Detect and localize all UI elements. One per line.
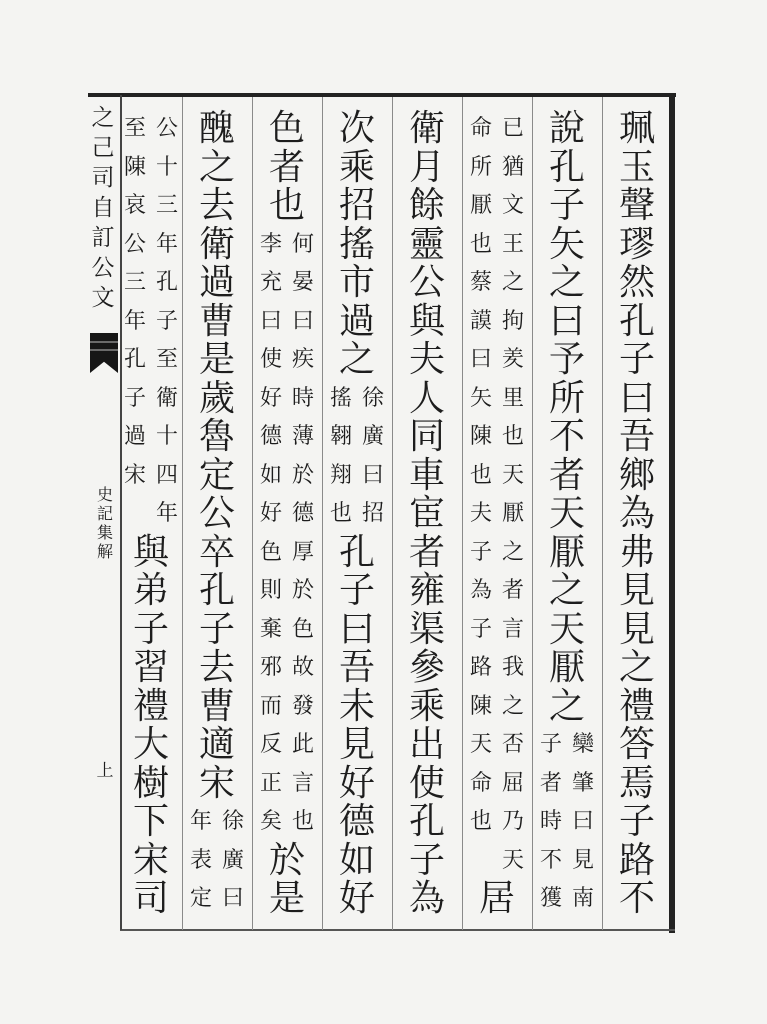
character: 己 <box>91 135 115 161</box>
character: 哀 <box>123 193 146 218</box>
annotation-left-line <box>185 803 217 919</box>
character: 子 <box>539 732 562 757</box>
character: 然 <box>618 262 655 303</box>
character: 反 <box>259 732 282 757</box>
character: 如 <box>338 839 375 881</box>
character: 乘 <box>338 146 375 188</box>
character: 之 <box>501 693 524 719</box>
character: 曰 <box>221 886 244 911</box>
character: 魯 <box>198 416 235 457</box>
character: 說 <box>548 108 585 149</box>
cropped-heading <box>88 103 118 313</box>
main-text <box>327 110 387 380</box>
character: 德 <box>291 501 314 526</box>
character: 德 <box>259 424 282 449</box>
character: 充 <box>259 270 282 295</box>
text-column <box>602 0 672 1024</box>
character: 厭 <box>501 501 524 526</box>
character: 不 <box>618 878 655 919</box>
character: 晏 <box>291 270 314 295</box>
character: 定 <box>198 454 235 496</box>
character: 厭 <box>469 193 492 218</box>
text-column <box>182 0 252 1024</box>
character: 年 <box>123 308 146 334</box>
character: 已 <box>501 116 524 141</box>
character: 與 <box>408 300 445 342</box>
character: 雍 <box>408 570 445 611</box>
character: 衛 <box>198 223 235 265</box>
character: 璆 <box>618 223 655 265</box>
character: 陳 <box>469 693 492 719</box>
character: 天 <box>548 493 585 534</box>
character: 所 <box>469 154 492 180</box>
character: 餘 <box>408 185 445 226</box>
character: 也 <box>469 809 492 834</box>
margin-strip <box>86 97 120 930</box>
character: 也 <box>268 185 305 226</box>
character: 孔 <box>123 347 146 372</box>
character: 於 <box>291 578 314 603</box>
character: 孔 <box>548 146 585 188</box>
character: 孔 <box>155 270 178 295</box>
annotation-left-line <box>325 380 357 534</box>
text-column <box>532 0 602 1024</box>
character: 者 <box>548 454 585 496</box>
character: 也 <box>501 424 524 449</box>
character: 搖 <box>338 223 375 265</box>
character: 過 <box>123 424 146 449</box>
main-text <box>397 110 457 919</box>
character: 文 <box>91 285 115 311</box>
character: 夫 <box>469 501 492 526</box>
character: 則 <box>259 578 282 603</box>
fishtail-stripe <box>90 349 118 351</box>
character: 予 <box>548 339 585 380</box>
character: 好 <box>338 878 375 919</box>
character: 子 <box>469 616 492 642</box>
character: 曰 <box>361 462 384 488</box>
text-column <box>252 0 322 1024</box>
annotation-right-line <box>151 110 183 534</box>
text-column <box>116 0 186 1024</box>
character: 自 <box>91 195 115 221</box>
character: 習 <box>132 647 169 688</box>
character: 集 <box>96 523 113 542</box>
character: 何 <box>291 231 314 257</box>
character: 十 <box>155 424 178 449</box>
character: 廣 <box>361 424 384 449</box>
character: 子 <box>198 608 235 650</box>
character: 翔 <box>329 462 352 488</box>
character: 車 <box>408 454 445 496</box>
character: 言 <box>501 616 524 642</box>
character: 路 <box>469 655 492 680</box>
main-text <box>327 531 387 919</box>
annotation-right-line <box>287 226 319 842</box>
character: 為 <box>618 493 655 534</box>
character: 至 <box>155 347 178 372</box>
character: 曰 <box>571 809 594 834</box>
character: 上 <box>96 761 114 781</box>
character: 靈 <box>408 223 445 265</box>
character: 曰 <box>618 377 655 419</box>
character: 廣 <box>221 847 244 873</box>
character: 公 <box>198 493 235 534</box>
character: 此 <box>291 732 314 757</box>
character: 子 <box>408 839 445 881</box>
annotation-left-line <box>119 110 151 495</box>
character: 宋 <box>132 839 169 881</box>
character: 過 <box>198 262 235 303</box>
character: 棄 <box>259 616 282 642</box>
character: 曰 <box>291 308 314 334</box>
character: 也 <box>469 462 492 488</box>
fishtail-mark <box>90 333 118 373</box>
annotation-left-line <box>465 110 497 842</box>
character: 焉 <box>618 762 655 804</box>
character: 不 <box>539 847 562 873</box>
character: 邪 <box>259 655 282 680</box>
character: 解 <box>96 542 113 561</box>
character: 年 <box>155 501 178 526</box>
character: 至 <box>123 116 146 141</box>
character: 之 <box>548 262 585 303</box>
annotation-right-line <box>567 726 599 919</box>
character: 色 <box>291 616 314 642</box>
character: 宋 <box>198 762 235 804</box>
character: 宦 <box>408 493 445 534</box>
character: 我 <box>501 655 524 680</box>
character: 於 <box>268 839 305 881</box>
character: 之 <box>198 146 235 188</box>
character: 宋 <box>123 462 146 488</box>
character: 者 <box>501 578 524 603</box>
character: 鄉 <box>618 454 655 496</box>
character: 子 <box>469 539 492 565</box>
text-column <box>322 0 392 1024</box>
character: 與 <box>132 531 169 573</box>
character: 年 <box>155 231 178 257</box>
book-title <box>95 485 115 561</box>
character: 南 <box>571 886 594 911</box>
character: 搖 <box>329 385 352 411</box>
character: 參 <box>408 647 445 688</box>
character: 見 <box>618 608 655 650</box>
character: 天 <box>469 732 492 757</box>
character: 時 <box>539 809 562 834</box>
character: 十 <box>155 154 178 180</box>
character: 矣 <box>259 809 282 834</box>
annotation-right-line <box>357 380 389 534</box>
character: 下 <box>132 801 169 842</box>
character: 言 <box>291 770 314 796</box>
character: 人 <box>408 377 445 419</box>
character: 好 <box>259 385 282 411</box>
character: 司 <box>132 878 169 919</box>
character: 三 <box>123 270 146 295</box>
character: 之 <box>501 539 524 565</box>
character: 禮 <box>618 685 655 727</box>
character: 欒 <box>571 732 594 757</box>
fishtail-stripe <box>90 341 118 343</box>
character: 孔 <box>198 570 235 611</box>
character: 李 <box>259 231 282 257</box>
character: 徐 <box>361 385 384 411</box>
character: 時 <box>291 385 314 411</box>
character: 厭 <box>548 531 585 573</box>
main-text <box>467 880 527 919</box>
character: 疾 <box>291 347 314 372</box>
character: 不 <box>548 416 585 457</box>
character: 文 <box>501 193 524 218</box>
character: 珮 <box>618 108 655 149</box>
main-text <box>121 531 181 919</box>
character: 屈 <box>501 770 524 796</box>
character: 矢 <box>469 385 492 411</box>
character: 月 <box>408 146 445 188</box>
character: 孔 <box>338 531 375 573</box>
character: 卒 <box>198 531 235 573</box>
character: 於 <box>291 462 314 488</box>
character: 同 <box>408 416 445 457</box>
character: 孔 <box>408 801 445 842</box>
annotation-right-line <box>217 803 249 919</box>
character: 之 <box>618 647 655 688</box>
character: 獲 <box>539 886 562 911</box>
character: 色 <box>259 539 282 565</box>
character: 年 <box>189 809 212 834</box>
character: 定 <box>189 886 212 911</box>
character: 是 <box>198 339 235 380</box>
character: 為 <box>469 578 492 603</box>
character: 正 <box>259 770 282 796</box>
character: 德 <box>338 801 375 842</box>
character: 適 <box>198 724 235 765</box>
character: 見 <box>618 570 655 611</box>
character: 陳 <box>123 154 146 180</box>
character: 市 <box>338 262 375 303</box>
character: 招 <box>361 501 384 526</box>
character: 肇 <box>571 770 594 796</box>
character: 之 <box>501 270 524 295</box>
character: 天 <box>501 847 524 873</box>
character: 公 <box>91 255 115 281</box>
character: 禮 <box>132 685 169 727</box>
character: 子 <box>618 339 655 380</box>
character: 吾 <box>618 416 655 457</box>
character: 曰 <box>338 608 375 650</box>
character: 曹 <box>198 685 235 727</box>
character: 命 <box>469 116 492 141</box>
character: 公 <box>123 231 146 257</box>
character: 是 <box>268 878 305 919</box>
character: 乘 <box>408 685 445 727</box>
character: 使 <box>408 762 445 804</box>
volume-mark <box>95 761 115 781</box>
character: 也 <box>291 809 314 834</box>
character: 曰 <box>469 347 492 372</box>
main-text <box>187 110 247 803</box>
character: 乃 <box>501 809 524 834</box>
character: 渠 <box>408 608 445 650</box>
character: 拘 <box>501 308 524 334</box>
character: 猶 <box>501 154 524 180</box>
character: 里 <box>501 385 524 411</box>
main-text <box>257 839 317 919</box>
character: 見 <box>571 847 594 873</box>
character: 命 <box>469 770 492 796</box>
character: 去 <box>198 647 235 688</box>
character: 故 <box>291 655 314 680</box>
character: 天 <box>501 462 524 488</box>
main-text <box>537 110 597 726</box>
character: 之 <box>548 570 585 611</box>
character: 曹 <box>198 300 235 342</box>
character: 三 <box>155 193 178 218</box>
character: 孔 <box>618 300 655 342</box>
character: 也 <box>329 501 352 526</box>
character: 所 <box>548 377 585 419</box>
character: 表 <box>189 847 212 873</box>
character: 出 <box>408 724 445 765</box>
character: 大 <box>132 724 169 765</box>
character: 醜 <box>198 108 235 149</box>
character: 為 <box>408 878 445 919</box>
text-column <box>392 0 462 1024</box>
main-text <box>257 110 317 226</box>
character: 者 <box>539 770 562 796</box>
character: 天 <box>548 608 585 650</box>
character: 色 <box>268 108 305 149</box>
character: 也 <box>469 231 492 257</box>
character: 記 <box>96 504 113 523</box>
character: 曰 <box>548 300 585 342</box>
character: 者 <box>268 146 305 188</box>
character: 子 <box>123 385 146 411</box>
character: 居 <box>478 878 515 919</box>
character: 史 <box>96 485 113 504</box>
character: 而 <box>259 693 282 719</box>
character: 弟 <box>132 570 169 611</box>
character: 司 <box>91 165 115 191</box>
character: 過 <box>338 300 375 342</box>
character: 翱 <box>329 424 352 449</box>
character: 見 <box>338 724 375 765</box>
character: 矢 <box>548 223 585 265</box>
character: 招 <box>338 185 375 226</box>
main-text <box>607 110 667 919</box>
character: 之 <box>91 105 115 131</box>
annotation-right-line <box>497 110 529 880</box>
character: 公 <box>155 116 178 141</box>
character: 公 <box>408 262 445 303</box>
character: 厚 <box>291 539 314 565</box>
character: 路 <box>618 839 655 881</box>
character: 子 <box>338 570 375 611</box>
character: 聲 <box>618 185 655 226</box>
character: 者 <box>408 531 445 573</box>
character: 次 <box>338 108 375 149</box>
character: 答 <box>618 724 655 765</box>
character: 訂 <box>91 225 115 251</box>
character: 玉 <box>618 146 655 188</box>
character: 厭 <box>548 647 585 688</box>
character: 發 <box>291 693 314 719</box>
character: 使 <box>259 347 282 372</box>
character: 謨 <box>469 308 492 334</box>
character: 如 <box>259 462 282 488</box>
character: 蔡 <box>469 270 492 295</box>
character: 徐 <box>221 809 244 834</box>
annotation-left-line <box>255 226 287 842</box>
character: 吾 <box>338 647 375 688</box>
character: 未 <box>338 685 375 727</box>
character: 王 <box>501 231 524 257</box>
text-column <box>462 0 532 1024</box>
character: 曰 <box>259 308 282 334</box>
character: 歲 <box>198 377 235 419</box>
character: 否 <box>501 732 524 757</box>
character: 四 <box>155 462 178 488</box>
character: 陳 <box>469 424 492 449</box>
character: 好 <box>338 762 375 804</box>
annotation-left-line <box>535 726 567 919</box>
character: 去 <box>198 185 235 226</box>
character: 子 <box>618 801 655 842</box>
character: 好 <box>259 501 282 526</box>
character: 弗 <box>618 531 655 573</box>
character: 子 <box>548 185 585 226</box>
character: 夫 <box>408 339 445 380</box>
character: 衛 <box>408 108 445 149</box>
character: 之 <box>338 339 375 380</box>
character: 衛 <box>155 385 178 411</box>
character: 子 <box>155 308 178 334</box>
character: 子 <box>132 608 169 650</box>
character: 樹 <box>132 762 169 804</box>
character: 羑 <box>501 347 524 372</box>
character: 之 <box>548 685 585 727</box>
character: 薄 <box>291 424 314 449</box>
